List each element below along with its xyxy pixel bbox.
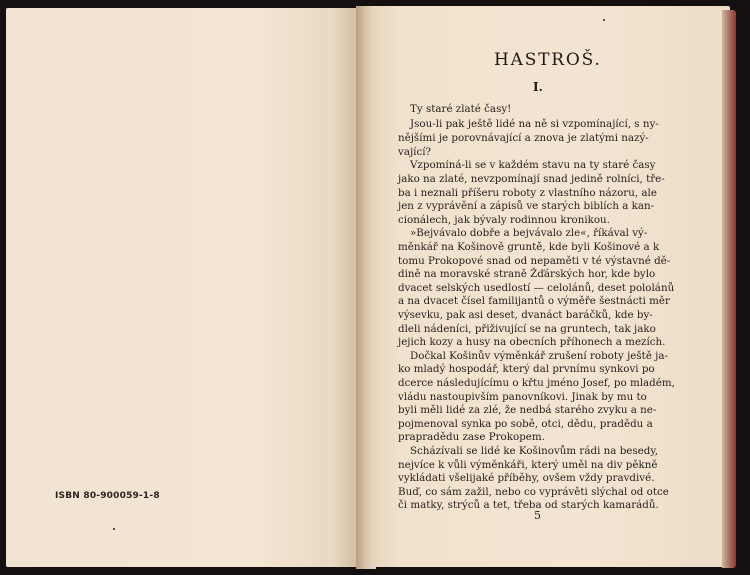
text-line: či matky, strýců a tet, třeba od starých kamarádů. xyxy=(398,499,659,511)
text-line: a na dvacet čísel familijantů o výměře šestnácti měr xyxy=(398,295,670,307)
text-line: jen z vyprávění a zápisů ve starých biblích a kan- xyxy=(398,200,655,212)
text-line: Buď, co sám zažil, nebo co vyprávěti slýchal od otce xyxy=(398,486,669,498)
text-line: tomu Prokopové snad od nepaměti v té výstavné dě- xyxy=(398,255,671,267)
text-line: nejvíce k vůli výměnkáři, který uměl na div pěkně xyxy=(398,459,658,471)
text-line: dcerce následujícímu o křtu jméno Josef, po mladém, xyxy=(398,377,675,389)
text-line: nějšími je porovnávající a znova je zlatými nazý- xyxy=(398,132,649,144)
story-title: HASTROŠ. xyxy=(494,50,602,70)
text-line: Scházívali se lidé ke Košinovům rádi na besedy, xyxy=(410,445,659,457)
text-line: vládu nastoupivším panovníkovi. Jinak by mu to xyxy=(398,391,647,403)
text-line: dině na moravské straně Žďárských hor, kde bylo xyxy=(398,268,656,280)
page-edge xyxy=(722,10,736,568)
text-line: vající? xyxy=(398,146,432,158)
text-line: Dočkal Košinův výměnkář zrušení roboty ještě ja- xyxy=(410,350,668,362)
paper-speck xyxy=(113,528,115,530)
text-line: Jsou-li pak ještě lidé na ně si vzpomínající, s ny- xyxy=(410,118,659,130)
text-line: prapradědu zase Prokopem. xyxy=(398,431,545,443)
text-line: byli měli lidé za zlé, že nedbá starého zvyku a ne- xyxy=(398,404,657,416)
text-line: cionálech, jak bývaly rodinnou kronikou. xyxy=(398,214,610,226)
text-line: Ty staré zlaté časy! xyxy=(410,103,512,115)
page-number: 5 xyxy=(534,509,541,522)
left-page xyxy=(6,8,362,567)
text-line: dleli nádeníci, přiživující se na gruntech, tak jako xyxy=(398,323,656,335)
text-line: »Bejvávalo dobře a bejvávalo zle«, říkával vý- xyxy=(410,227,648,239)
text-line: měnkář na Košinově gruntě, kde byli Košinové a k xyxy=(398,241,660,253)
paper-speck xyxy=(603,19,605,21)
text-line: ko mladý hospodář, který dal prvnímu synkovi po xyxy=(398,363,655,375)
chapter-number: I. xyxy=(533,80,543,94)
text-line: jejich kozy a husy na obecních příhonech a mezích. xyxy=(398,336,666,348)
text-line: ba i neznali příšeru roboty z vlastního názoru, ale xyxy=(398,187,657,199)
isbn-text: ISBN 80-900059-1-8 xyxy=(55,491,160,501)
text-line: jako na zlaté, nevzpomínají snad jedině rolníci, tře- xyxy=(398,173,665,185)
text-line: výsevku, pak asi deset, dvanáct baráčků, kde by- xyxy=(398,309,653,321)
text-line: Vzpomíná-li se v každém stavu na ty staré časy xyxy=(410,159,656,171)
text-line: vykládati všelijaké příběhy, ovšem vždy pravdivé. xyxy=(398,472,655,484)
text-line: dvacet selských usedlostí — celolánů, deset pololánů xyxy=(398,282,675,294)
text-line: pojmenoval synka po sobě, otci, dědu, pradědu a xyxy=(398,418,653,430)
